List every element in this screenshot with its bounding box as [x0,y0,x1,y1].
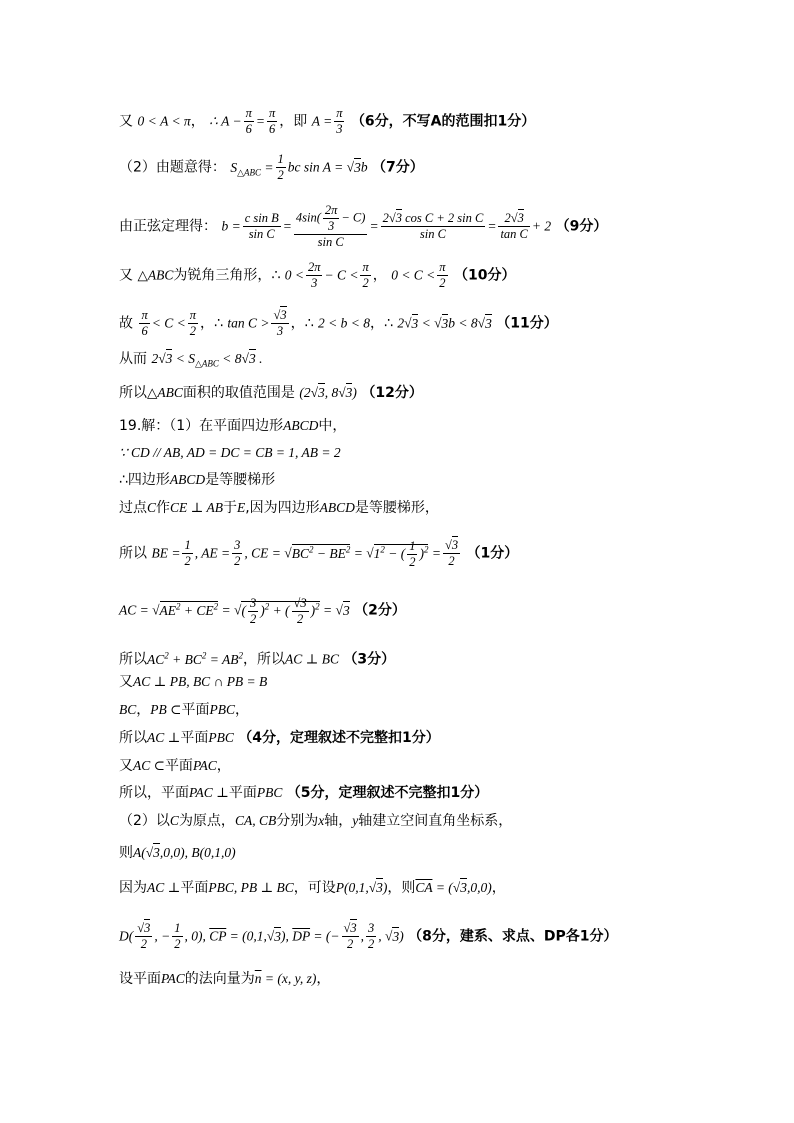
solution-line-24: 设平面PAC的法向量为$\overline{n} = (x$, y, z)， [119,971,331,987]
solution-line-14: 所以$AC^2 + BC^2 = AB^2$，所以AC ⊥ BC （3分） [119,650,396,668]
solution-line-16: BC，PB ⊂平面PBC， [119,702,249,718]
solution-line-20: （2）以C为原点，CA, CB分别为x轴，y轴建立空间直角坐标系， [119,813,513,829]
score-note: （8分，建系、求点、DP各1分） [408,928,618,945]
score-note: （5分，定理叙述不完整扣1分） [286,785,489,801]
score-note: （6分，不写A的范围扣1分） [350,113,536,130]
score-note: （2分） [354,602,406,619]
score-note: （12分） [361,385,423,401]
solution-line-18: 又AC ⊂平面PAC， [119,758,231,774]
score-note: （7分） [372,159,424,176]
solution-line-4: 又 △ABC为锐角三角形，∴ 0 < $\frac{2\pi}{3}$ − C < $\frac{\pi}{2}$ ， 0 < C < $\frac{\pi}{2}$ （10分） [119,260,516,290]
solution-line-1: 又 0 < A < π， ∴ A − $\frac{\pi}{6}$ = $\frac{\pi}{6}$ ，即 A = $\frac{\pi}{3}$ （6分，不写A的范围扣1分） [119,106,536,136]
solution-line-2: （2）由题意得： $S_{\triangle ABC}$ = $\frac{1}{2}$ bc sin A = √3b （7分） [119,152,424,182]
solution-line-19: 所以，平面PAC ⊥平面PBC （5分，定理叙述不完整扣1分） [119,785,489,801]
solution-line-11: 过点C作CE ⊥ AB于E,因为四边形ABCD是等腰梯形， [119,500,439,516]
score-note: （4分，定理叙述不完整扣1分） [238,730,440,746]
score-note: （11分） [496,315,558,332]
score-note: （10分） [454,267,516,284]
solution-line-13: AC = $√AE^2 + CE^2$ = √( $\frac{3}{2}$ )$^2$ + ( $\frac{√3}{2}$ )$^2$ = √3 （2分） [119,596,406,626]
score-note: （3分） [343,651,396,668]
solution-line-22: 因为AC ⊥平面PBC, PB ⊥ BC，可设P(0,1,√3)，则$\overline{CA} = (√3,0,0)$， [119,880,506,896]
solution-line-23: D( $\frac{√3}{2}$ , − $\frac{1}{2}$ , 0), $\overline{CP} = (0,1,√3)$, $\overline{DP}$ = (− $\frac{√3}{2}$ , $\frac{3}{2}$ , √3) （8分，建系、求点、DP各1分） [119,921,618,951]
solution-line-17: 所以AC ⊥平面PBC （4分，定理叙述不完整扣1分） [119,730,440,746]
solution-line-6: 从而 $2√3 < S_{\triangle ABC} < 8√3$ . [119,351,263,369]
solution-line-21: 则A(√3,0,0), B(0,1,0) [119,845,236,861]
solution-line-8: 19.解：（1）在平面四边形ABCD中， [119,418,347,434]
solution-line-15: 又AC ⊥ PB, BC ∩ PB = B [119,674,268,690]
solution-line-7: 所以△ABC面积的取值范围是 (2√3, 8√3) （12分） [119,385,423,401]
solution-line-12: 所以 BE = $\frac{1}{2}$ , AE = $\frac{3}{2}$ , CE = $√BC^2 - BE^2 = √1^2$ − ( $\frac{1}{2}$ )$^2$ = $\frac{√3}{2}$ （1分） [119,538,519,569]
score-note: （1分） [466,545,519,562]
solution-line-5: 故 $\frac{\pi}{6}$ < C < $\frac{\pi}{2}$ ，∴ tan C > $\frac{√3}{3}$ ，∴ 2 < b < 8，∴ 2√3 < √3b < 8√3 （11分） [119,308,558,338]
solution-line-3: 由正弦定理得： b = $\frac{\text{c sin B}}{\text{sin C}}$ = 4sin( $\frac{2\pi}{3}$ − C) sin C = $\frac{\text{2√3 cos C + 2 sin C}}{\text{sin C}}$ = $\frac{2√3}{\text{tan C}}$ + 2 （9分） [119,203,608,249]
solution-line-9: ∵ CD // AB, AD = DC = CB = 1, AB = 2 [119,445,341,460]
solution-line-10: ∴四边形ABCD是等腰梯形 [119,472,276,488]
score-note: （9分） [555,218,608,235]
